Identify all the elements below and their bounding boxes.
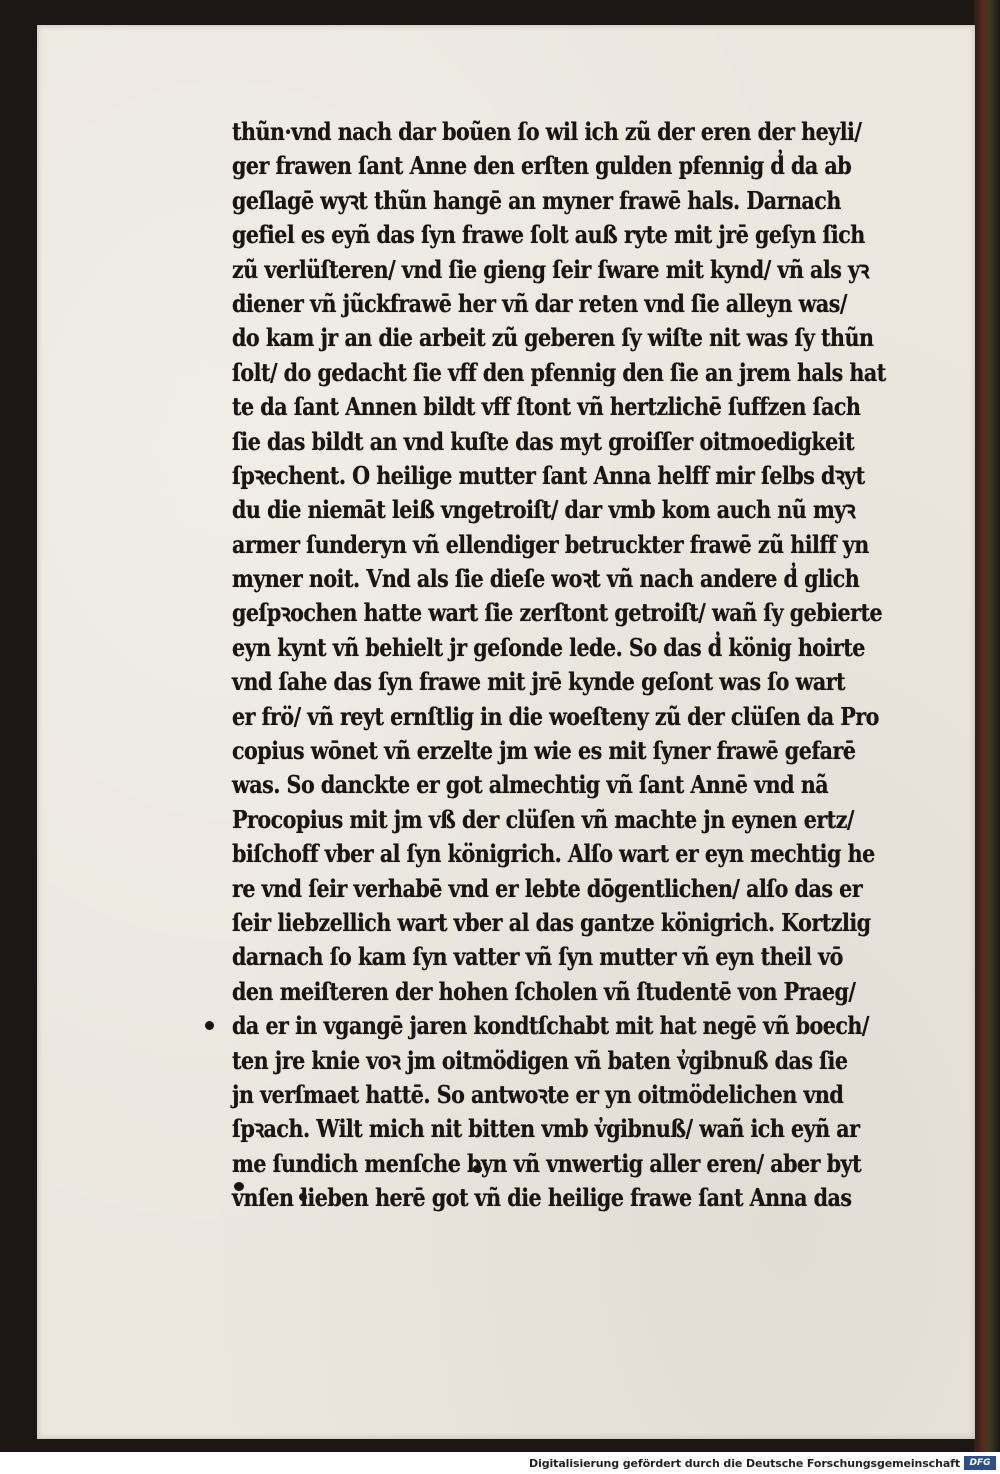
- text-line: do kam jr an die arbeit zũ geberen ſy wiſte nit was ſy thũn: [232, 323, 874, 353]
- text-line: geſpꝛochen hatte wart ſie zerſtont getroiſt/ wañ ſy gebierte: [232, 598, 883, 628]
- text-line: da er in vgangē jaren kondtſchabt mit hat negē vñ boech/: [232, 1011, 869, 1041]
- text-line: re vnd ſeir verhabē vnd er lebte dōgentlichen/ alſo das er: [232, 873, 863, 903]
- text-line: geſlagē wyꝛt thũn hangē an myner frawē hals. Darnach: [232, 185, 841, 215]
- text-line: jn verſmaet hattē. So antwoꝛte er yn oitmödelichen vnd: [232, 1079, 844, 1109]
- text-line: thũn·vnd nach dar boũen ſo wil ich zũ der eren der heyli/: [232, 117, 862, 146]
- text-line: ſie das bildt an vnd kuſte das myt groiſſer oitmoedigkeit: [232, 426, 855, 456]
- text-line: darnach ſo kam ſyn vatter vñ ſyn mutter vñ eyn theil vō: [232, 942, 843, 972]
- text-line: biſchoff vber al ſyn königrich. Alſo wart er eyn mechtig he: [232, 839, 875, 869]
- ink-spot: [205, 1021, 214, 1030]
- text-line: myner noit. Vnd als ſie dieſe woꝛt vñ nach andere d̓ glich: [232, 564, 860, 594]
- text-line: ten jre knie voꝛ jm oitmödigen vñ baten v̓gibnuß das ſie: [232, 1045, 848, 1075]
- text-line: ſpꝛach. Wilt mich nit bitten vmb v̓gibnuß/ wañ ich eyñ ar: [232, 1114, 860, 1144]
- text-line: ſpꝛechent. O heilige mutter ſant Anna helff mir ſelbs dꝛyt: [232, 460, 865, 490]
- text-line: me ſundich menſche byn vñ vnwertig aller eren/ aber byt: [232, 1148, 862, 1178]
- book-binding-edge: [974, 0, 1000, 1452]
- text-line: te da ſant Annen bildt vff ſtont vñ hertzlichē ſuffzen ſach: [232, 392, 861, 422]
- text-line: copius wōnet vñ erzelte jm wie es mit ſyner frawē gefarē: [232, 736, 856, 766]
- text-line: was. So danckte er got almechtig vñ ſant Annē vnd nã: [232, 770, 829, 800]
- text-line: ſeir liebzellich wart vber al das gantze königrich. Kortzlig: [232, 907, 871, 937]
- text-line: ſolt/ do gedacht ſie vff den pfennig den ſie an jrem hals hat: [232, 357, 886, 387]
- text-line: eyn kynt vñ behielt jr geſonde lede. So das d̓ könig hoirte: [232, 632, 865, 662]
- text-line: gefiel es eyñ das ſyn frawe ſolt auß ryte mit jrē geſyn ſich: [232, 220, 865, 250]
- text-line: vnſen lieben herē got vñ die heilige frawe ſant Anna das: [232, 1183, 852, 1213]
- footer-bar: [0, 1452, 1000, 1474]
- text-line: ger frawen ſant Anne den erſten gulden pfennig d̓ da ab: [232, 151, 852, 181]
- text-line: vnd ſahe das ſyn frawe mit jrē kynde geſont was ſo wart: [232, 667, 846, 697]
- text-line: armer ſunderyn vñ ellendiger betruckter frawē zũ hilff yn: [232, 529, 869, 559]
- text-line: Procopius mit jm vß der clüſen vñ machte jn eynen ertz/: [232, 804, 854, 834]
- text-block: [232, 115, 952, 1216]
- text-line: den meiſteren der hohen ſcholen vñ ſtudentē von Praeg/: [232, 976, 856, 1006]
- digitization-credit: Digitalisierung gefördert durch die Deutsche Forschungsgemeinschaft: [529, 1457, 960, 1470]
- text-line: zũ verlüſteren/ vnd ſie gieng ſeir ſware mit kynd/ vñ als yꝛ: [232, 254, 869, 284]
- text-line: du die niemāt leiß vngetroiſt/ dar vmb kom auch nũ myꝛ: [232, 495, 856, 525]
- text-line: er frö/ vñ reyt ernſtlig in die woeſteny zũ der clüſen da Pro: [232, 701, 879, 731]
- dfg-logo: DFG: [964, 1456, 996, 1470]
- text-line: diener vñ jũckfrawē her vñ dar reten vnd ſie alleyn was/: [232, 288, 847, 318]
